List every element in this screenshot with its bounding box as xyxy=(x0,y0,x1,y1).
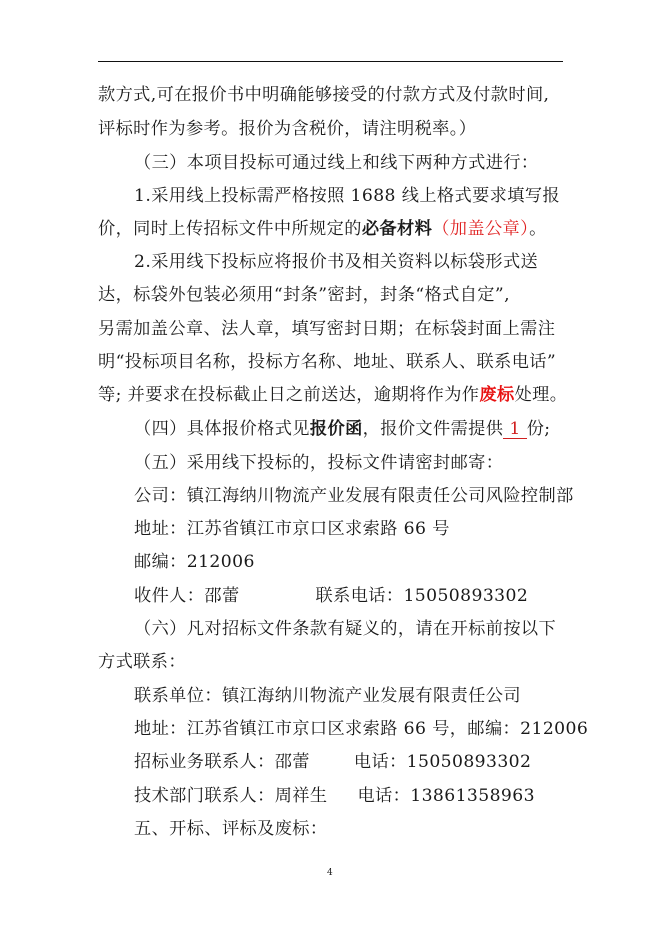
header-rule xyxy=(98,61,563,62)
section-heading-6: （六）凡对招标文件条款有疑义的，请在开标前按以下 xyxy=(134,619,557,639)
tech-contact-phone: 电话：13861358963 xyxy=(357,786,535,806)
paragraph-line: 评标时作为参考。报价为含税价，请注明税率。） xyxy=(98,119,477,139)
business-contact-name: 招标业务联系人：邵蕾 xyxy=(134,752,310,772)
text-segment: 价，同时上传招标文件中所规定的 xyxy=(98,219,362,239)
paragraph-line: 明“投标项目名称，投标方名称、地址、联系人、联系电话” xyxy=(98,352,557,372)
paragraph-line: 2.采用线下投标应将报价书及相关资料以标袋形式送 xyxy=(134,252,539,272)
paragraph-line: 方式联系： xyxy=(98,652,186,672)
section-heading-4 xyxy=(134,418,550,440)
text-segment: 。 xyxy=(529,219,547,239)
business-contact-phone: 电话：15050893302 xyxy=(353,752,532,772)
paragraph-line: 1.采用线上投标需严格按照 1688 线上格式要求填写报 xyxy=(134,186,561,206)
section-heading-3: （三）本项目投标可通过线上和线下两种方式进行： xyxy=(134,153,539,173)
address-line: 地址：江苏省镇江市京口区求索路 66 号 xyxy=(134,519,450,539)
invalid-bid-highlight: 废标 xyxy=(479,385,515,405)
recipient-name: 收件人：邵蕾 xyxy=(134,586,240,606)
quotation-letter-bold: 报价函 xyxy=(309,419,363,439)
text-segment: 处理。 xyxy=(514,385,568,405)
paragraph-line: 款方式,可在报价书中明确能够接受的付款方式及付款时间, xyxy=(98,85,550,105)
copies-count: 1 xyxy=(503,420,526,439)
recipient-line xyxy=(134,585,528,607)
tech-contact-line xyxy=(134,785,535,807)
business-contact-line xyxy=(134,751,531,773)
company-line: 公司：镇江海纳川物流产业发展有限责任公司风险控制部 xyxy=(134,486,574,506)
page-number: 4 xyxy=(327,868,333,878)
text-segment: 份; xyxy=(526,419,551,439)
recipient-phone: 联系电话：15050893302 xyxy=(315,586,529,606)
contact-unit-line: 联系单位：镇江海纳川物流产业发展有限责任公司 xyxy=(134,686,521,706)
section-heading-5: （五）采用线下投标的，投标文件请密封邮寄： xyxy=(134,453,504,473)
contact-address-line: 地址：江苏省镇江市京口区求索路 66 号，邮编：212006 xyxy=(134,719,589,739)
required-materials-bold: 必备材料 xyxy=(361,219,433,239)
text-segment: 等; 并要求在投标截止日之前送达，逾期将作为作 xyxy=(98,385,480,405)
paragraph-line xyxy=(98,218,547,240)
paragraph-line xyxy=(98,384,567,406)
paragraph-line: 另需加盖公章、法人章，填写密封日期；在标袋封面上需注 xyxy=(98,319,556,339)
text-segment: ，报价文件需提供 xyxy=(362,419,504,439)
paragraph-line: 达，标袋外包装必须用“封条”密封，封条“格式自定”, xyxy=(98,285,510,305)
text-segment: （四）具体报价格式见 xyxy=(134,419,310,439)
postcode-line: 邮编：212006 xyxy=(134,552,255,572)
tech-contact-name: 技术部门联系人：周祥生 xyxy=(134,786,328,806)
section-heading-five: 五、开标、评标及废标： xyxy=(134,819,328,839)
official-seal-note: （加盖公章） xyxy=(432,219,530,239)
